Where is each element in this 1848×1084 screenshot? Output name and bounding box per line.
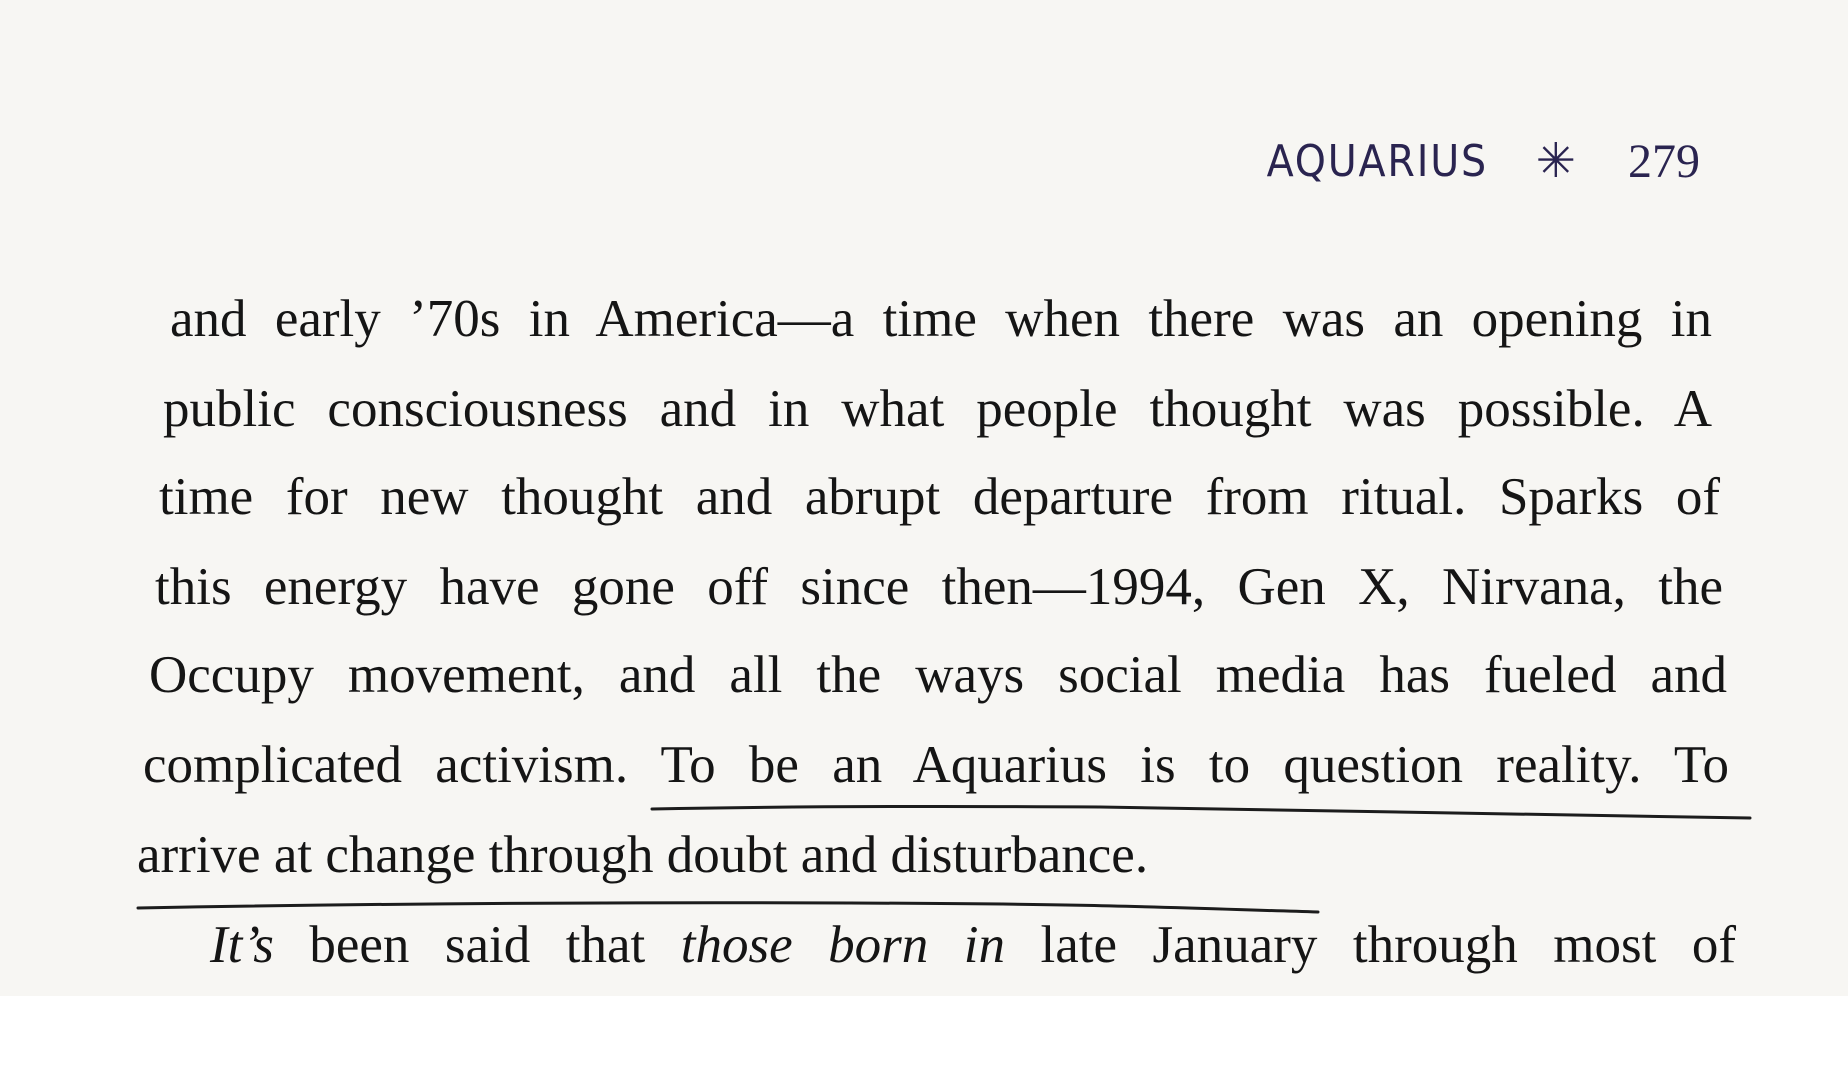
text-line: arrive at change through doubt and disturbance.	[137, 826, 1149, 884]
italic-word: It’s	[210, 916, 274, 974]
asterisk-star-icon: ✳	[1535, 133, 1576, 189]
text-line-partial	[210, 915, 1736, 975]
text-line: this energy have gone off since then—1994, Gen X, Nirvana, the	[155, 558, 1723, 616]
text-span: late January through most of	[1005, 916, 1736, 974]
running-title: AQUARIUS	[1266, 135, 1488, 187]
text-line: time for new thought and abrupt departure from ritual. Sparks of	[159, 468, 1720, 526]
text-span: been said that	[273, 916, 681, 974]
text-line: complicated activism. To be an Aquarius is to question reality. To	[143, 736, 1729, 794]
page-number: 279	[1628, 134, 1700, 188]
italic-phrase: those born in	[680, 916, 1006, 974]
text-line: and early ’70s in America—a time when there was an opening in	[170, 290, 1712, 348]
text-line: public consciousness and in what people thought was possible. A	[163, 380, 1712, 438]
text-line: Occupy movement, and all the ways social media has fueled and	[149, 646, 1727, 704]
